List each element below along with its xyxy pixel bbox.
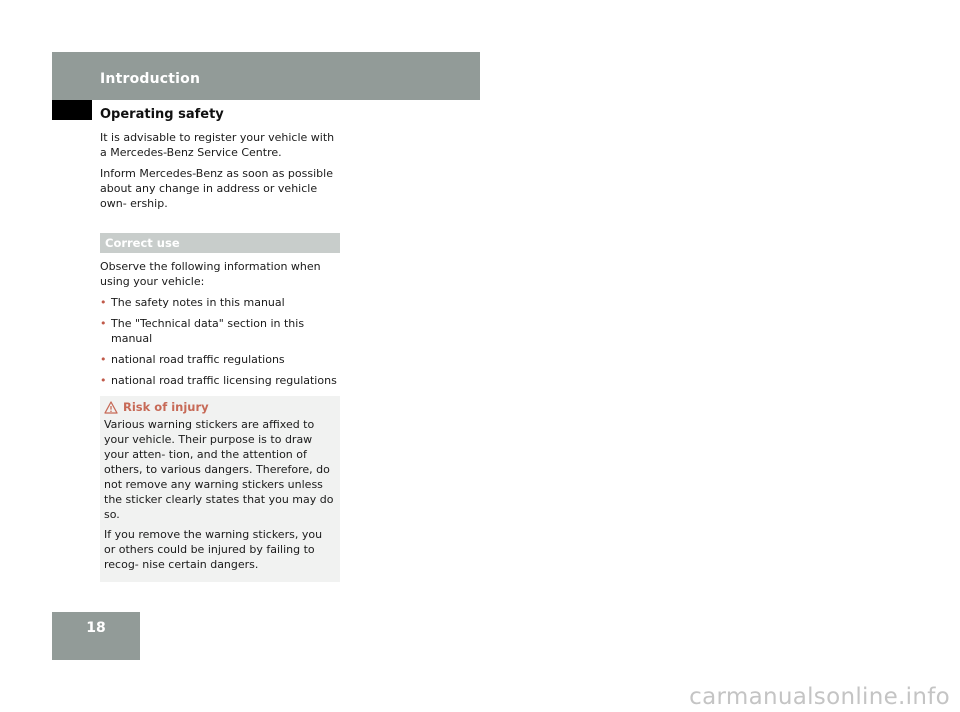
page-heading: Operating safety <box>100 107 224 122</box>
warning-paragraph-1: Various warning stickers are affixed to your vehicle. Their purpose is to draw your atten- tion, and the attention of others, to various dangers. Therefore, do not remove any warning stickers unless the sticker clearly states that you may do so. <box>104 418 334 521</box>
list-item <box>100 316 340 346</box>
intro-paragraph-2: Inform Mercedes-Benz as soon as possible about any change in address or vehicle own- ership. <box>100 167 333 210</box>
watermark: carmanualsonline.info <box>689 684 950 710</box>
correct-use-heading: Correct use <box>100 233 340 253</box>
warning-paragraph-2: If you remove the warning stickers, you or others could be injured by failing to recog- nise certain dangers. <box>104 528 323 571</box>
correct-use-lead: Observe the following information when using your vehicle: <box>100 260 321 288</box>
list-item <box>100 295 340 310</box>
correct-use-list <box>100 295 340 388</box>
bullet-icon: • <box>100 374 107 387</box>
content-column <box>100 130 340 582</box>
intro-paragraph-1: It is advisable to register your vehicle with a Mercedes-Benz Service Centre. <box>100 131 335 159</box>
warning-title: Risk of injury <box>123 400 209 414</box>
list-item <box>100 352 340 367</box>
section-marker-tab <box>52 100 92 120</box>
warning-header <box>104 400 336 415</box>
list-item-text: national road traffic licensing regulations <box>111 374 337 387</box>
list-item-text: The safety notes in this manual <box>111 296 285 309</box>
list-item <box>100 373 340 388</box>
section-title: Introduction <box>100 71 201 87</box>
warning-triangle-icon <box>104 401 118 414</box>
list-item-text: The "Technical data" section in this manual <box>111 317 305 345</box>
bullet-icon: • <box>100 353 107 366</box>
page-number-box <box>52 612 140 660</box>
bullet-icon: • <box>100 296 107 309</box>
page-number: 18 <box>86 620 106 636</box>
bullet-icon: • <box>100 317 107 330</box>
list-item-text: national road traffic regulations <box>111 353 285 366</box>
warning-box <box>100 396 340 582</box>
